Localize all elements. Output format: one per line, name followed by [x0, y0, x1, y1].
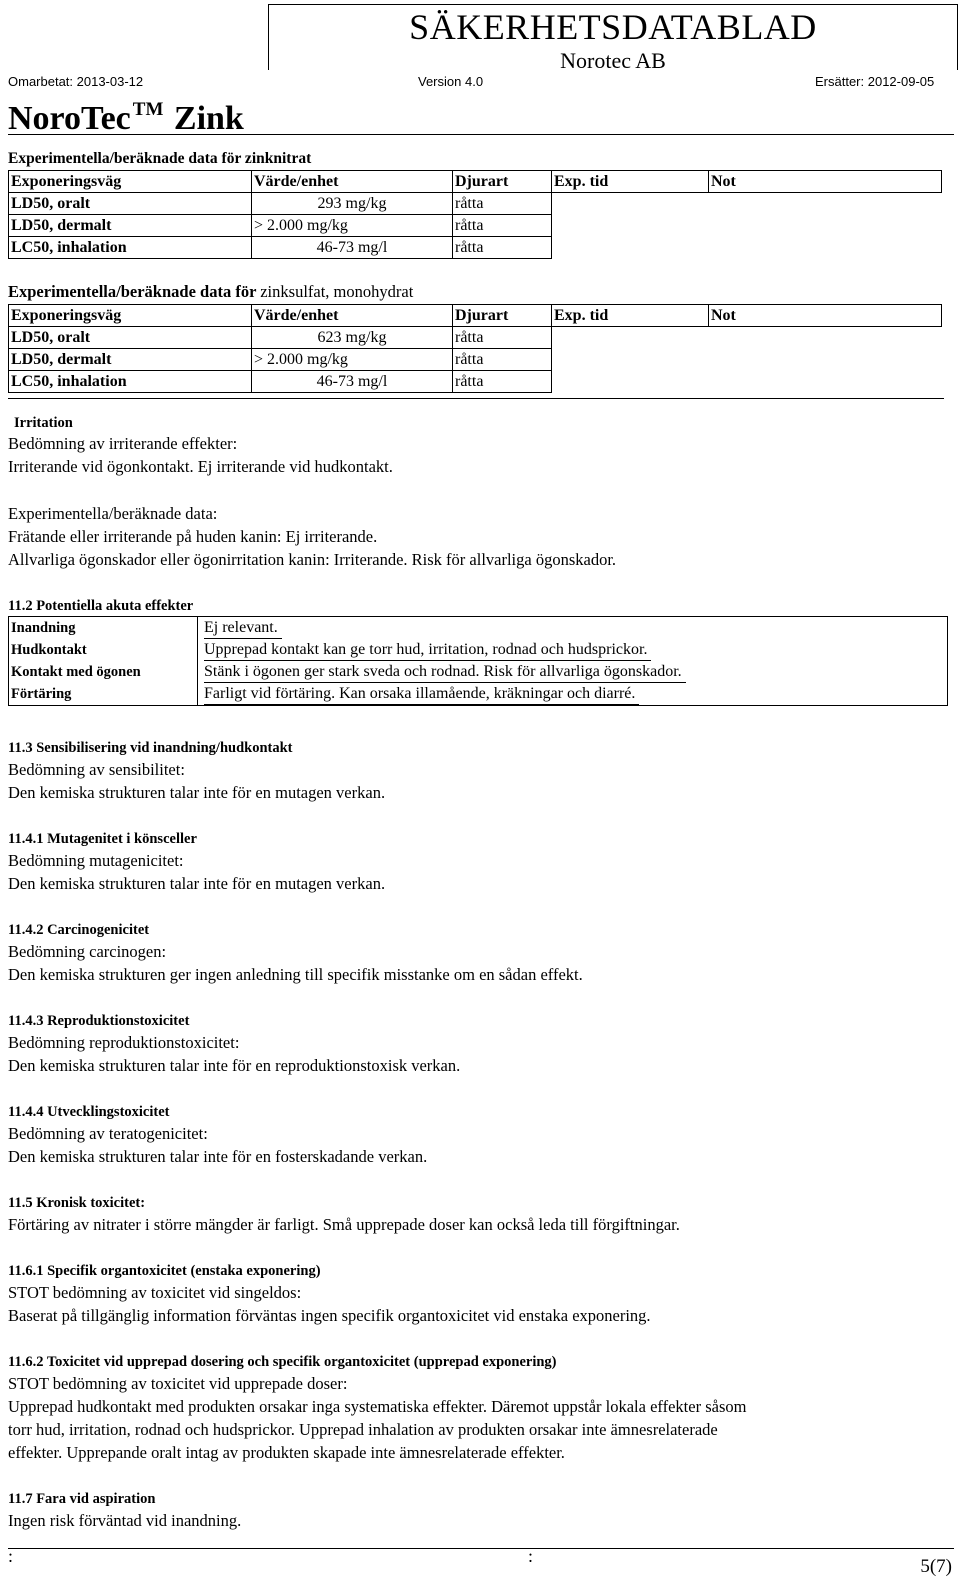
- acute-effects-heading: 11.2 Potentiella akuta effekter: [8, 598, 194, 614]
- irritation-line: Irriterande vid ögonkontakt. Ej irriterande vid hudkontakt.: [8, 457, 393, 476]
- table-cell: 623 mg/kg: [252, 327, 453, 349]
- section-heading: 11.5 Kronisk toxicitet:: [8, 1195, 146, 1211]
- product-name: NoroTec ™ Zink: [8, 99, 244, 137]
- irritation-line: Bedömning av irriterande effekter:: [8, 434, 238, 453]
- table-cell: LD50, oralt: [9, 327, 252, 349]
- table-cell: [552, 193, 709, 215]
- table-cell: [552, 371, 709, 393]
- irritation-line: Experimentella/beräknade data:: [8, 504, 218, 523]
- table-row: [9, 237, 942, 259]
- trademark: TM: [132, 99, 164, 120]
- exposure-route: Hudkontakt: [9, 639, 198, 661]
- table-row: [9, 371, 942, 393]
- footer-colon: :: [528, 1546, 534, 1566]
- revised-date: Omarbetat: 2013-03-12: [8, 74, 144, 89]
- table-header-row: [9, 305, 942, 327]
- section-text: Ingen risk förväntad vid inandning.: [8, 1511, 242, 1530]
- table-cell: råtta: [453, 349, 552, 371]
- table-cell: råtta: [453, 237, 552, 259]
- footer-rule: [8, 1548, 954, 1549]
- section-heading: 11.4.4 Utvecklingstoxicitet: [8, 1104, 170, 1120]
- section-text: Bedömning av teratogenicitet:: [8, 1124, 208, 1143]
- table-cell: LD50, dermalt: [9, 349, 252, 371]
- section-heading: 11.4.1 Mutagenitet i könsceller: [8, 831, 197, 847]
- section-text: Den kemiska strukturen talar inte för en mutagen verkan.: [8, 783, 386, 802]
- table-cell: 46-73 mg/l: [252, 371, 453, 393]
- section-text: Den kemiska strukturen talar inte för en mutagen verkan.: [8, 874, 386, 893]
- table-row: [9, 617, 948, 640]
- section-heading: 11.7 Fara vid aspiration: [8, 1491, 156, 1507]
- table-row: [9, 683, 948, 706]
- table-cell: [552, 327, 709, 349]
- exposure-route: Inandning: [9, 617, 198, 640]
- section-text: Bedömning reproduktionstoxicitet:: [8, 1033, 240, 1052]
- table-cell: råtta: [453, 327, 552, 349]
- table-row: [9, 327, 942, 349]
- table-row: [9, 215, 942, 237]
- table-cell: [709, 371, 942, 393]
- table-cell: [552, 215, 709, 237]
- page-number: 5(7): [920, 1556, 952, 1577]
- table-cell: > 2.000 mg/kg: [252, 349, 453, 371]
- table-cell: LC50, inhalation: [9, 237, 252, 259]
- section-text: Den kemiska strukturen ger ingen anledning till specifik misstanke om en sådan effekt.: [8, 965, 583, 984]
- section-text: torr hud, irritation, rodnad och hudsprickor. Upprepad inhalation av produkten orsakar inte ämnesrelaterade: [8, 1420, 718, 1439]
- section-text: Förtäring av nitrater i större mängder är farligt. Små upprepade doser kan också leda till förgiftningar.: [8, 1215, 680, 1234]
- table-cell: [709, 193, 942, 215]
- irritation-heading: Irritation: [14, 415, 73, 431]
- table-cell: [709, 215, 942, 237]
- section-text: Bedömning mutagenicitet:: [8, 851, 184, 870]
- table-header: Not: [709, 305, 942, 327]
- table-row: [9, 639, 948, 661]
- table-header-row: [9, 171, 942, 193]
- section-text: effekter. Upprepande oralt intag av produkten skapade inte ämnesrelaterade effekter.: [8, 1443, 565, 1462]
- section-text: Den kemiska strukturen talar inte för en fosterskadande verkan.: [8, 1147, 428, 1166]
- section-text: Upprepad hudkontakt med produkten orsakar inga systematiska effekter. Däremot uppstår lokala effekter såsom: [8, 1397, 747, 1416]
- table-header: Värde/enhet: [252, 171, 453, 193]
- irritation-line: Frätande eller irriterande på huden kanin: Ej irriterande.: [8, 527, 378, 546]
- table-header: Exponeringsväg: [9, 171, 252, 193]
- table-cell: LD50, dermalt: [9, 215, 252, 237]
- table-header: Djurart: [453, 305, 552, 327]
- section-heading: 11.4.3 Reproduktionstoxicitet: [8, 1013, 190, 1029]
- table-cell: [552, 349, 709, 371]
- effect-description: Stänk i ögonen ger stark sveda och rodnad. Risk för allvarliga ögonskador.: [198, 661, 948, 683]
- table1-caption: Experimentella/beräknade data för zinknitrat: [8, 150, 312, 167]
- table-cell: råtta: [453, 371, 552, 393]
- section-heading: 11.6.1 Specifik organtoxicitet (enstaka exponering): [8, 1263, 321, 1279]
- table-cell: LC50, inhalation: [9, 371, 252, 393]
- effect-description: Ej relevant.: [198, 617, 948, 640]
- table-row: [9, 193, 942, 215]
- table-cell: > 2.000 mg/kg: [252, 215, 453, 237]
- table-cell: råtta: [453, 215, 552, 237]
- header-rule: [8, 134, 954, 135]
- table-cell: [709, 237, 942, 259]
- replaces-date: Ersätter: 2012-09-05: [815, 74, 935, 89]
- table-header: Exp. tid: [552, 171, 709, 193]
- company-name: Norotec AB: [560, 48, 666, 73]
- effect-description: Farligt vid förtäring. Kan orsaka illamående, kräkningar och diarré.: [198, 683, 948, 706]
- section-divider: [8, 398, 944, 399]
- section-heading: 11.6.2 Toxicitet vid upprepad dosering och specifik organtoxicitet (upprepad exponering): [8, 1354, 557, 1370]
- table-row: [9, 349, 942, 371]
- version: Version 4.0: [418, 74, 484, 89]
- footer-colon: :: [8, 1546, 14, 1566]
- table-cell: [709, 327, 942, 349]
- table-header: Exp. tid: [552, 305, 709, 327]
- table-cell: LD50, oralt: [9, 193, 252, 215]
- section-text: Bedömning av sensibilitet:: [8, 760, 185, 779]
- document-title: SÄKERHETSDATABLAD: [409, 7, 817, 47]
- section-text: Den kemiska strukturen talar inte för en reproduktionstoxisk verkan.: [8, 1056, 461, 1075]
- table-header: Exponeringsväg: [9, 305, 252, 327]
- section-text: STOT bedömning av toxicitet vid singeldos:: [8, 1283, 302, 1302]
- irritation-line: Allvarliga ögonskador eller ögonirritation kanin: Irriterande. Risk för allvarliga ögonskador.: [8, 550, 617, 569]
- toxicity-table-zinknitrat: [8, 170, 942, 259]
- table-header: Djurart: [453, 171, 552, 193]
- table-header: Not: [709, 171, 942, 193]
- table-cell: [552, 237, 709, 259]
- section-text: STOT bedömning av toxicitet vid upprepade doser:: [8, 1374, 348, 1393]
- effect-description: Upprepad kontakt kan ge torr hud, irritation, rodnad och hudsprickor.: [198, 639, 948, 661]
- exposure-route: Förtäring: [9, 683, 198, 706]
- table-row: [9, 661, 948, 683]
- exposure-route: Kontakt med ögonen: [9, 661, 198, 683]
- table-cell: 46-73 mg/l: [252, 237, 453, 259]
- table-header: Värde/enhet: [252, 305, 453, 327]
- table-cell: råtta: [453, 193, 552, 215]
- section-text: Bedömning carcinogen:: [8, 942, 167, 961]
- section-heading: 11.4.2 Carcinogenicitet: [8, 922, 150, 938]
- table-cell: 293 mg/kg: [252, 193, 453, 215]
- acute-effects-table: [8, 616, 948, 706]
- table-cell: [709, 349, 942, 371]
- section-heading: 11.3 Sensibilisering vid inandning/hudkontakt: [8, 740, 293, 756]
- header-title-box: [268, 4, 958, 73]
- toxicity-table-zinksulfat: [8, 304, 942, 393]
- table2-caption: Experimentella/beräknade data för zinksulfat, monohydrat: [8, 282, 414, 301]
- section-text: Baserat på tillgänglig information förväntas ingen specifik organtoxicitet vid enstaka exponering.: [8, 1306, 651, 1325]
